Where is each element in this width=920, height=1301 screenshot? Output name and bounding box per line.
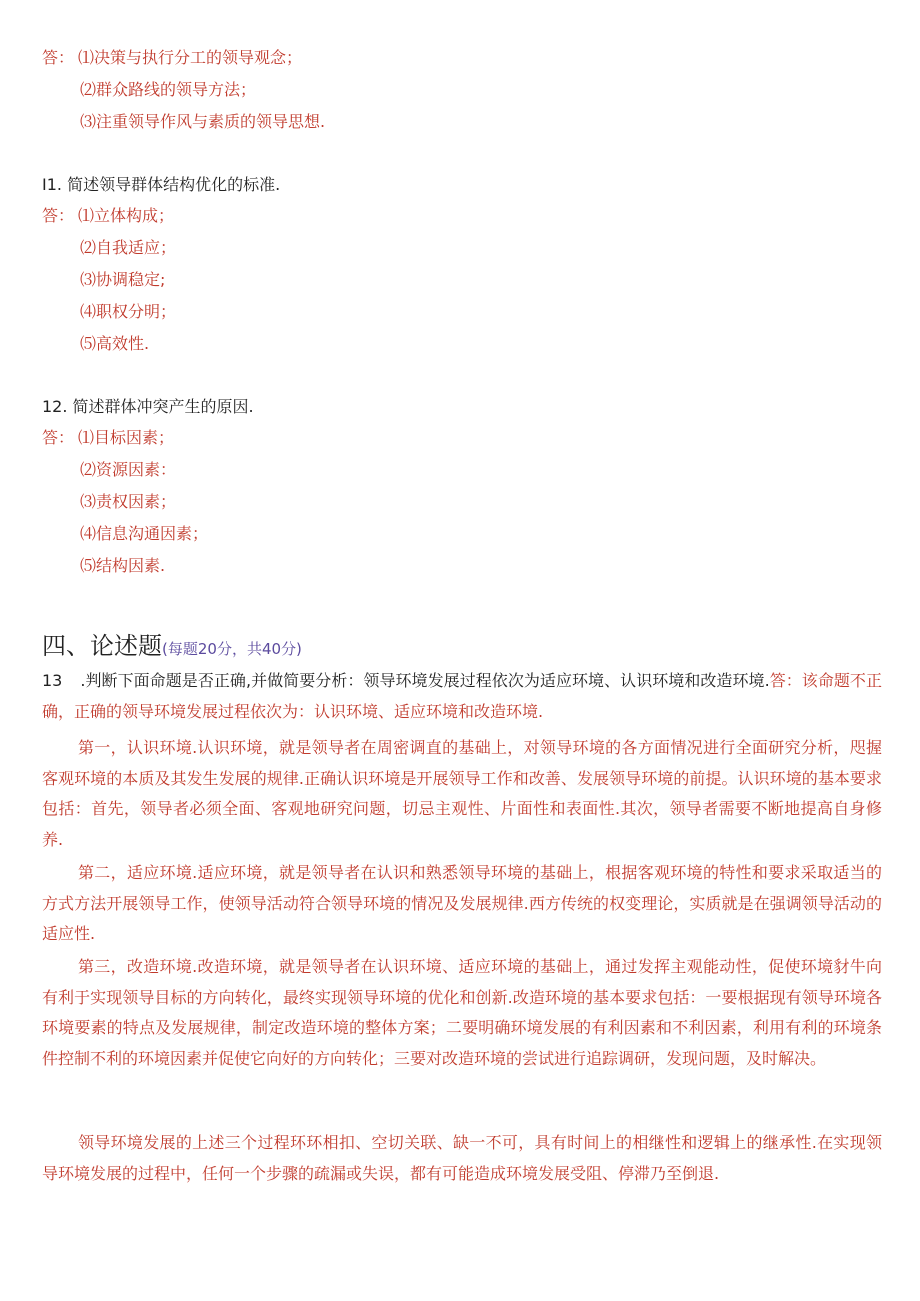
q11-answer-item: ⑸高效性.	[80, 334, 150, 353]
q13-question: .判断下面命题是否正确,并做简要分析：领导环境发展过程依次为适应环境、认识环境和改造环境.	[80, 671, 770, 690]
q11-question: I1. 简述领导群体结构优化的标准.	[42, 175, 281, 194]
q12-answer-item: ⑶责权因素；	[80, 492, 177, 511]
q12-question: 12. 简述群体冲突产生的原因.	[42, 397, 254, 416]
section-title: 四、论述题	[42, 632, 162, 660]
q10-answer-item: ⑶注重领导作风与素质的领导思想.	[80, 112, 326, 131]
q13-answer-paragraph: 领导环境发展的上述三个过程环环相扣、空切关联、缺一不可，具有时间上的相继性和逻辑上的继承性.在实现领导环境发展的过程中，任何一个步骤的疏漏或失误，都有可能造成环境发展受阻、停滞乃至倒退.	[42, 1133, 882, 1183]
q11-answer-item: ⑶协调稳定;	[80, 270, 166, 289]
q10-answer-prefix: 答：	[42, 48, 75, 67]
q13-number: 13	[42, 671, 63, 690]
q11-answer-item: ⑵自我适应；	[80, 238, 177, 257]
q10-answer-item: ⑴决策与执行分工的领导观念；	[78, 48, 303, 67]
q12-answer-item: ⑸结构因素.	[80, 556, 166, 575]
q11-answer-prefix: 答：	[42, 206, 75, 225]
section-heading	[42, 626, 302, 661]
q13-answer-paragraph: 第一，认识环境.认识环境，就是领导者在周密调直的基础上，对领导环境的各方面情况进行全面研究分析，咫握客观环境的本质及其发生发展的规律.正确认识环境是开展领导工作和改善、发展领导环境的前提。认识环境的基本要求包括：首先，领导者必须全面、客观地研究问题，切忌主观性、片面性和表面性.其次，领导者需要不断地提高自身修养.	[42, 738, 882, 849]
q13-answer-lead: 答：该命题不正确，正确的领导环境发展过程依次为：认识环境、适应环境和改造环境.	[42, 671, 882, 721]
q11-answer-item: ⑷职权分明；	[80, 302, 177, 321]
q10-answer-item: ⑵群众路线的领导方法；	[80, 80, 257, 99]
q11-answer-item: ⑴立体构成；	[78, 206, 175, 225]
q12-answer-item: ⑷信息沟通因素；	[80, 524, 209, 543]
q12-answer-prefix: 答：	[42, 428, 75, 447]
section-score-note: (每题20分，共40分)	[162, 640, 302, 658]
q13-answer-paragraph: 第二，适应环境.适应环境，就是领导者在认识和熟悉领导环境的基础上，根据客观环境的特性和要求采取适当的方式方法开展领导工作，使领导活动符合领导环境的情况及发展规律.西方传统的权变理论，实质就是在强调领导活动的适应性.	[42, 863, 882, 943]
q12-answer-item: ⑵资源因素：	[80, 460, 177, 479]
q13-answer-paragraph: 第三，改造环境.改造环境，就是领导者在认识环境、适应环境的基础上，通过发挥主观能动性，促使环境豺牛向有利于实现领导目标的方向转化，最终实现领导环境的优化和创新.改造环境的基本要求包括：一要根据现有领导环境各环境要素的特点及发展规律，制定改造环境的整体方案；二要明确环境发展的有利因素和不利因素，利用有利的环境条件控制不利的环境因素并促使它向好的方向转化；三要对改造环境的尝试进行追踪调研，发现问题，及时解决。	[42, 957, 882, 1068]
q12-answer-item: ⑴目标因素；	[78, 428, 175, 447]
q13-question-paragraph	[42, 666, 882, 727]
